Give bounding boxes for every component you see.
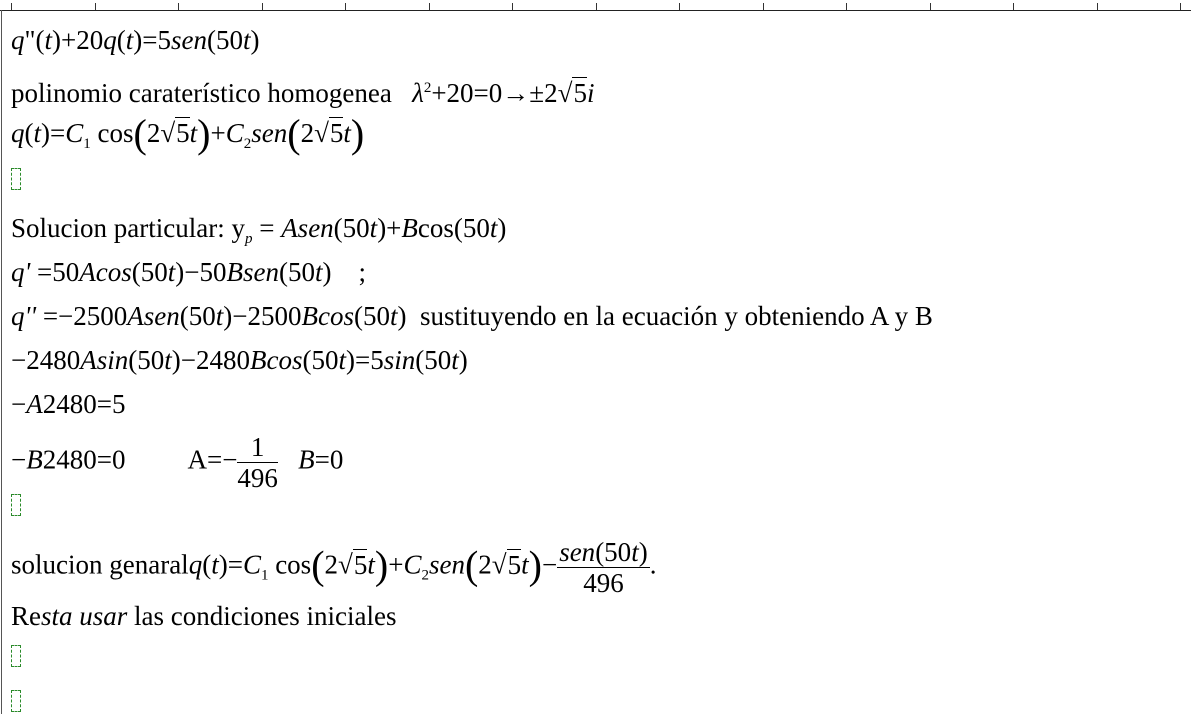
math: B: [401, 213, 418, 243]
math: A=−: [187, 444, 238, 475]
sqrt-icon: √: [314, 118, 329, 148]
equation-line-6[interactable]: [11, 301, 933, 331]
equation-line-5[interactable]: [11, 257, 366, 287]
math: t: [338, 345, 346, 375]
math: p: [244, 231, 253, 247]
math: −: [541, 549, 558, 580]
paren: ): [374, 542, 389, 588]
math: 5: [353, 549, 368, 580]
math: sin: [383, 345, 416, 375]
math: +20=0→±2: [431, 78, 558, 108]
math: cos(50: [417, 213, 490, 243]
math: B: [298, 444, 315, 475]
math: =−2500: [42, 301, 128, 331]
paren: (: [311, 542, 325, 588]
ruler-tick: [11, 3, 12, 10]
math: 2: [423, 80, 432, 96]
math: −: [11, 444, 27, 475]
math: =0: [314, 444, 344, 475]
math: .: [649, 549, 657, 580]
sqrt-icon: √: [491, 549, 507, 580]
paren: (: [464, 542, 479, 588]
ruler-tick: [1013, 3, 1014, 10]
math: 2: [300, 118, 315, 148]
text: solucion genaral: [11, 549, 189, 580]
empty-placeholder[interactable]: [11, 645, 21, 667]
math: t: [44, 25, 53, 55]
ruler-tick: [846, 3, 847, 10]
ruler-tick: [596, 3, 597, 10]
equation-line-9[interactable]: [11, 432, 343, 493]
math: −2480: [11, 345, 81, 375]
sqrt-icon: √: [160, 118, 176, 148]
math: )−2500: [223, 301, 302, 331]
ruler-tick: [429, 3, 430, 10]
text: polinomio caraterístico homogenea: [11, 78, 392, 108]
ruler-tick: [930, 3, 931, 10]
math: 1: [83, 136, 91, 152]
math: (: [202, 549, 212, 580]
paren: ): [197, 111, 211, 156]
text: sta usar: [41, 601, 128, 631]
math: 2480=0: [42, 444, 126, 475]
math: cos: [275, 549, 312, 580]
math: )=: [218, 549, 243, 580]
math: (50: [179, 301, 216, 331]
sqrt-icon: √: [557, 78, 573, 108]
math: t: [521, 549, 529, 580]
math: Bcos: [249, 345, 303, 375]
math: t: [389, 301, 398, 331]
ruler-tick: [95, 3, 96, 10]
math: )−2480: [171, 345, 250, 375]
math: t: [211, 549, 219, 580]
math: t: [167, 257, 176, 287]
math: Asin: [80, 345, 129, 375]
math: Asen: [127, 301, 180, 331]
math: q: [11, 25, 25, 55]
text-line-11[interactable]: [11, 601, 396, 631]
math: 2: [146, 118, 161, 148]
math: t: [242, 25, 251, 55]
math: )=: [41, 118, 66, 148]
math: t: [367, 549, 375, 580]
fraction: [237, 432, 278, 493]
empty-placeholder[interactable]: [11, 168, 21, 190]
sqrt-icon: √: [338, 549, 353, 580]
math: (50: [128, 345, 165, 375]
math: ): [250, 25, 260, 55]
empty-placeholder[interactable]: [11, 690, 21, 712]
math: 2: [421, 567, 429, 584]
paren: (: [287, 111, 301, 156]
math: 1: [260, 567, 269, 584]
math: ): [322, 257, 332, 287]
math: ): [458, 345, 468, 375]
math: 5: [176, 118, 190, 148]
math: q': [11, 257, 38, 287]
text: sustituyendo en la ecuación y obteniendo A y B: [406, 301, 933, 331]
math: (50: [206, 25, 243, 55]
math: ): [497, 213, 507, 243]
math: (50: [278, 257, 315, 287]
math: ): [638, 537, 648, 567]
math: t: [189, 118, 198, 148]
math: ): [397, 301, 407, 331]
math: −: [11, 389, 27, 419]
math: t: [369, 213, 378, 243]
math: 5: [507, 549, 522, 580]
math: B: [26, 444, 43, 475]
math: C: [403, 549, 422, 580]
empty-placeholder[interactable]: [11, 494, 21, 516]
math: ;: [331, 257, 366, 287]
numerator: 1: [237, 432, 278, 463]
math: Asen: [281, 213, 334, 243]
math: 5: [329, 118, 344, 148]
math: 5: [573, 78, 587, 108]
ruler-tick: [679, 3, 680, 10]
math: )+20: [52, 25, 104, 55]
math: =: [252, 213, 282, 243]
text: Solucion particular: y: [11, 213, 245, 243]
ruler-tick: [512, 3, 513, 10]
math: sen: [428, 549, 465, 580]
text-line-10[interactable]: [11, 537, 656, 598]
math: )=5: [133, 25, 171, 55]
math: λ: [412, 78, 424, 108]
math: t: [164, 345, 172, 375]
paren: ): [350, 111, 365, 156]
math: sen: [170, 25, 207, 55]
math: (50: [333, 213, 370, 243]
math: (50: [415, 345, 452, 375]
math: Bsen: [226, 257, 279, 287]
math: C: [65, 118, 84, 148]
equation-line-8[interactable]: [11, 389, 125, 419]
ruler-tick: [1180, 3, 1181, 10]
math: t: [489, 213, 498, 243]
ruler-tick: [178, 3, 179, 10]
ruler: [0, 0, 1191, 11]
math: sen: [251, 118, 288, 148]
math: )+: [377, 213, 402, 243]
math: q: [11, 118, 25, 148]
ruler-tick: [763, 3, 764, 10]
left-margin-line: [1, 10, 2, 714]
paren: (: [133, 111, 147, 156]
numerator: [557, 537, 650, 568]
math: (50: [302, 345, 339, 375]
math: q: [103, 25, 117, 55]
math: (: [116, 25, 126, 55]
math: (50: [131, 257, 168, 287]
fraction: [557, 537, 650, 598]
text: las condiciones iniciales: [127, 601, 397, 631]
math: Bcos: [301, 301, 354, 331]
math: )−50: [175, 257, 227, 287]
math: q'': [11, 301, 43, 331]
paren: ): [528, 542, 542, 588]
math: t: [125, 25, 134, 55]
text: Re: [11, 601, 41, 631]
math: t: [343, 118, 351, 148]
text-line-4[interactable]: [11, 213, 506, 254]
math: t: [631, 537, 639, 567]
math: (50: [595, 537, 632, 567]
math: i: [586, 78, 595, 108]
math: A: [26, 389, 43, 419]
math: +: [210, 118, 226, 148]
math: 2: [478, 549, 492, 580]
math: t: [314, 257, 323, 287]
math: +: [388, 549, 404, 580]
ruler-tick: [345, 3, 346, 10]
denominator: 496: [237, 463, 278, 493]
denominator: 496: [583, 568, 624, 598]
math: C: [225, 118, 244, 148]
math: (50: [353, 301, 390, 331]
math: cos: [97, 118, 134, 148]
math: =50: [37, 257, 80, 287]
math: 2: [243, 136, 252, 152]
math: 2: [324, 549, 339, 580]
math: sen: [559, 537, 596, 567]
math: Acos: [79, 257, 132, 287]
equation-line-3[interactable]: [11, 111, 365, 159]
equation-line-7[interactable]: [11, 345, 468, 375]
math: t: [451, 345, 459, 375]
equation-line-1[interactable]: [11, 25, 260, 55]
math: (: [24, 118, 34, 148]
text-line-2[interactable]: [11, 73, 594, 108]
math: )=5: [345, 345, 384, 375]
ruler-tick: [1097, 3, 1098, 10]
math: C: [242, 549, 261, 580]
ruler-tick: [262, 3, 263, 10]
math: t: [215, 301, 224, 331]
math: "(: [24, 25, 45, 55]
math: q: [188, 549, 203, 580]
math: t: [33, 118, 42, 148]
math: 2480=5: [42, 389, 126, 419]
